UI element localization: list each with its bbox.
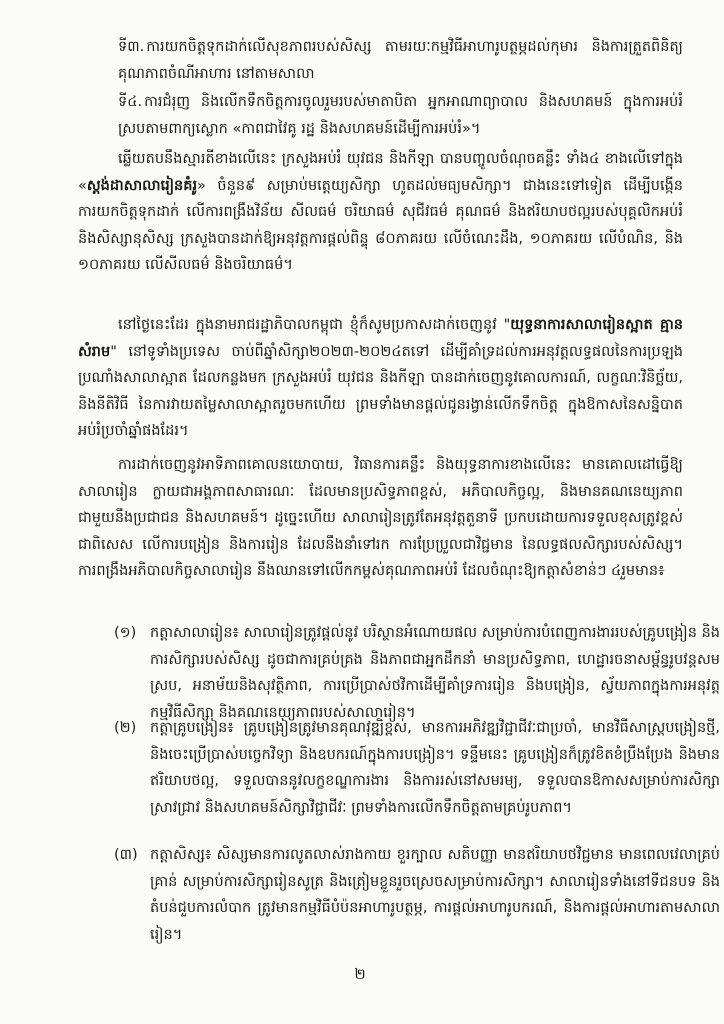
factor-item-school xyxy=(114,620,720,726)
paragraph-text: ឆ្លើយតបនឹងស្មារតីខាងលើនេះ ក្រសួងអប់រំ យុវជន និងកីឡា បានបញ្ចូលចំណុចគន្លឹះ ទាំង៤ ខាងលើទៅក្នុង « xyxy=(78,151,683,194)
paragraph-policy-priorities xyxy=(78,452,683,585)
paragraph-text: នៅថ្ងៃនេះដែរ ក្នុងនាមរាជរដ្ឋាភិបាលកម្ពុជា ខ្ញុំក៏សូមប្រកាសដាក់ចេញនូវ " xyxy=(118,317,511,333)
factor-item-teacher xyxy=(114,715,720,821)
factor-text: កត្តាសាលារៀន៖ សាលារៀនត្រូវផ្តល់នូវ បរិស្ថានអំណោយផល សម្រាប់ការបំពេញការងាររបស់គ្រូបង្រៀន និងការសិក្សារបស់សិស្ស ដូចជាការគ្រប់គ្រង និងភាពជាអ្នកដឹកនាំ មានប្រសិទ្ធភាព, ហេដ្ឋារចនាសម្ព័ន្ធរូបវន្តសមស្រប, អនាម័យនិងសុវត្ថិភាព, ការប្រើប្រាស់ថវិកាដើម្បីគាំទ្រការរៀន និងបង្រៀន, ស្វ័យភាពក្នុងការអនុវត្តកម្មវិធីសិក្សា និងគណនេយ្យភាពរបស់សាលារៀន។ xyxy=(150,625,720,721)
factor-item-student xyxy=(114,842,720,948)
factor-text: កត្តាគ្រូបង្រៀន៖ គ្រូបង្រៀនត្រូវមានគុណវុឌ្ឍិខ្ពស់, មានការអភិវឌ្ឍវិជ្ជាជីវៈជាប្រចាំ, មានវិធីសាស្ត្របង្រៀនថ្មី, និងចេះប្រើប្រាស់បច្ចេកវិទ្យា និងឧបករណ៍ក្នុងការបង្រៀន។ ទន្ទឹមនេះ គ្រូបង្រៀនក៏ត្រូវខិតខំប្រឹងប្រែង និងមានឥរិយាបថល្អ, ទទួលបាននូវលក្ខខណ្ឌការងារ និងការរស់នៅសមរម្យ, ទទួលបានឱកាសសម្រាប់ការសិក្សាស្រាវជ្រាវ និងសហគមន៍សិក្សាវិជ្ជាជីវៈ ព្រមទាំងការលើកទឹកចិត្តតាមគ្រប់រូបភាព។ xyxy=(150,720,720,816)
bullet-text: ការយកចិត្តទុកដាក់លើសុខភាពរបស់សិស្ស តាមរយៈកម្មវិធីអាហារូបត្ថម្ភដល់កុមារ និងការត្រួតពិនិត្យគុណភាពចំណីអាហារ នៅតាមសាលា xyxy=(118,39,683,82)
paragraph-model-school-standard xyxy=(78,146,683,279)
bullet-item-4 xyxy=(118,89,683,142)
paragraph-text: ការដាក់ចេញនូវអាទិភាពគោលនយោបាយ, វិធានការគន្លឹះ និងយុទ្ធនាការខាងលើនេះ មានគោលដៅធ្វើឱ្យសាលារៀន ក្លាយជាអង្គភាពសាធារណៈ ដែលមានប្រសិទ្ធភាពខ្ពស់, អភិបាលកិច្ចល្អ, និងមានគណនេយ្យភាព ជាមួយនឹងប្រជាជន និងសហគមន៍។ ដូច្នេះហើយ សាលារៀនត្រូវតែអនុវត្តតួនាទី ប្រកបដោយការទទួលខុសត្រូវខ្ពស់ ជាពិសេស លើការបង្រៀន និងការរៀន ដែលនឹងនាំទៅរក ការប្រែប្រួលជាវិជ្ជមាន នៃលទ្ធផលសិក្សារបស់សិស្ស។ ការពង្រឹងអភិបាលកិច្ចសាលារៀន នឹងឈានទៅលើកកម្ពស់គុណភាពអប់រំ ដែលចំណុះឱ្យកត្តាសំខាន់ៗ ៤រួមមាន៖ xyxy=(78,457,683,579)
factor-number: (៣) xyxy=(114,847,138,863)
paragraph-bold-term: យុទ្ធនាការសាលារៀនស្អាត គ្មានសំរាម xyxy=(78,317,683,360)
bullet-number: ទី៤. xyxy=(118,94,143,110)
paragraph-text: " នៅទូទាំងប្រទេស ចាប់ពីឆ្នាំសិក្សា២០២៣-២០២៤តទៅ ដើម្បីគាំទ្រដល់ការអនុវត្តលទ្ធផលនៃការប្រឡងប្រណាំងសាលាស្អាត ដែលកន្លងមក ក្រសួងអប់រំ យុវជន និងកីឡា បានដាក់ចេញនូវគោលការណ៍, លក្ខណៈវិនិច្ឆ័យ, និងនីតិវិធី នៃការវាយតម្លៃសាលាស្អាតរួចមកហើយ ព្រមទាំងមានផ្តល់ជូនរង្វាន់លើកទឹកចិត្ត ក្នុងឱកាសនៃសន្និបាតអប់រំប្រចាំឆ្នាំផងដែរ។ xyxy=(78,343,683,439)
factor-number: (១) xyxy=(114,625,137,641)
bullet-number: ទី៣. xyxy=(118,39,145,55)
factor-number: (២) xyxy=(114,720,137,736)
factor-text: កត្តាសិស្ស៖ សិស្សមានការលូតលាស់រាងកាយ ខួរក្បាល សតិបញ្ញា មានឥរិយាបថវិជ្ជមាន មានពេលវេលាគ្រប់គ្រាន់ សម្រាប់ការសិក្សារៀនសូត្រ និងត្រៀមខ្លួនរួចស្រេចសម្រាប់ការសិក្សា។ សាលារៀនទាំងនៅទីជនបទ និងតំបន់ជួបការលំបាក ត្រូវមានកម្មវិធីបំប៉នអាហារូបត្ថម្ភ, ការផ្តល់អាហារូបករណ៍, និងការផ្តល់អាហារតាមសាលារៀន។ xyxy=(150,847,720,943)
page-number: ២ xyxy=(354,965,366,983)
paragraph-text: » ចំនួន៩ សម្រាប់មត្តេយ្យសិក្សា ហូតដល់មធ្យមសិក្សា។ ជាងនេះទៅទៀត ដើម្បីបង្កើនការយកចិត្តទុកដាក់ លើការពង្រឹងវិន័យ សីលធម៌ ចរិយាធម៌ សុជីវធម៌ គុណធម៌ និងឥរិយាបថល្អរបស់បុគ្គលិកអប់រំ និងសិស្សានុសិស្ស ក្រសួងបានដាក់ឱ្យអនុវត្តការផ្តល់ពិន្ទុ ៨០ភាគរយ លើចំណេះដឹង, ១០ភាគរយ លើបំណិន, និង ១០ភាគរយ លើសីលធម៌ និងចរិយាធម៌។ xyxy=(78,177,683,273)
bullet-item-3 xyxy=(118,34,683,87)
paragraph-clean-school-campaign xyxy=(78,312,683,445)
paragraph-bold-term: ស្តង់ដាសាលារៀនគំរូ xyxy=(86,177,198,194)
bullet-text: ការជំរុញ និងលើកទឹកចិត្តការចូលរួមរបស់មាតាបិតា អ្នកអាណាព្យាបាល និងសហគមន៍ ក្នុងការអប់រំស្របតាមពាក្យស្លោក «កាពជាវៃគូ រដ្ឋ និងសហគមន៍ដើម្បីការអប់រំ»។ xyxy=(118,94,683,137)
